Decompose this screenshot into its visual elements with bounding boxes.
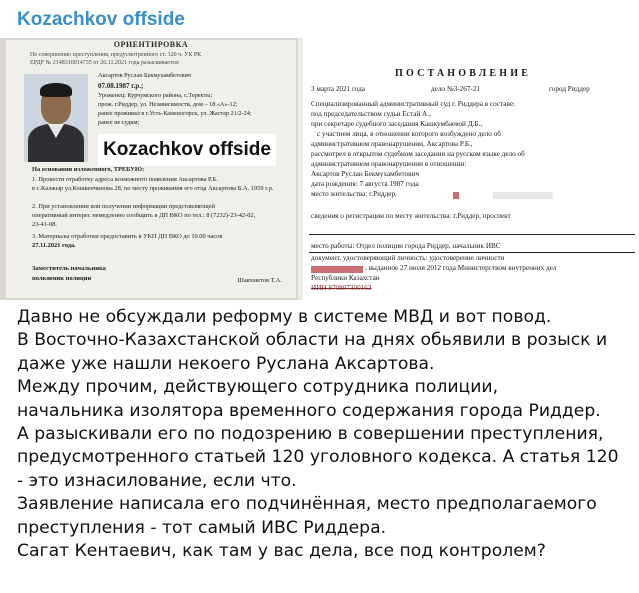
wanted-notice-paper xyxy=(6,40,296,298)
notice-body-line: оперативный интерес немедленно сообщить в ДП ВКО по тел.: 8 (7232)-23-42-02, xyxy=(32,212,256,219)
redaction-blur xyxy=(493,192,553,199)
ruling-line: административном правонарушении в отношении: xyxy=(311,160,467,168)
suspect-photo xyxy=(24,74,88,162)
notice-body-line: 1. Провести отработку адреса возможного появления Аксартова Р.Б. xyxy=(32,176,218,183)
ruling-line: под председательством судьи Естай А., xyxy=(311,110,431,118)
ruling-case-number: дело №3-267-21 xyxy=(431,85,481,93)
notice-body-line: 23-41-08. xyxy=(32,221,58,228)
ruling-line: Республики Казахстан xyxy=(311,274,380,282)
channel-watermark: Kozachkov offside xyxy=(98,134,276,166)
redaction-mark xyxy=(311,266,363,273)
notice-heading: ОРИЕНТИРОВКА xyxy=(113,40,189,49)
ruling-line: Аксартов Руслан Бекмухамбетович xyxy=(311,170,419,178)
channel-name[interactable]: Kozachkov offside xyxy=(17,9,185,30)
notice-body-line: 2. При установлении или получении информации представляющей xyxy=(32,203,215,210)
court-ruling-photo[interactable] xyxy=(303,38,639,300)
post-line: даже уже нашли некоего Руслана Аксартова. xyxy=(17,353,435,374)
ruling-line: , выданное 27 июля 2012 года Министерством внутренних дел xyxy=(365,264,557,272)
ruling-line: место жительства: г.Риддер, xyxy=(311,190,397,198)
separator xyxy=(309,252,635,253)
suspect-previous-address: ранее проживал в г.Усть-Каменогорск, ул. Жастар 21/2-24; xyxy=(98,110,252,117)
ruling-line: рассмотрел в открытом судебном заседании на русском языке дело об xyxy=(311,150,525,158)
suspect-name: Аксартов Руслан Бекмухамбетович xyxy=(98,72,191,79)
media-album[interactable] xyxy=(0,38,639,300)
post-line: Между прочим, действующего сотрудника полиции, xyxy=(17,377,499,398)
notice-body-line: в с.Калжыр ул.Кошкенчинова 28, по месту проживания его отца Аксартова Б.А. 1959 г.р. xyxy=(32,185,274,192)
ruling-line: место работы: Отдел полиции города Риддер, начальник ИВС xyxy=(311,242,501,250)
wanted-notice-photo[interactable] xyxy=(0,38,298,300)
notice-body-line: 3. Материалы отработки предоставить в УКП ДП ВКО до 10.00 часов xyxy=(32,233,223,240)
separator xyxy=(309,234,635,235)
post-line: преступления - тот самый ИВС Риддера. xyxy=(17,517,387,538)
ruling-line: Специализированный административный суд г. Риддера в составе: xyxy=(311,100,516,108)
signer-name: Шаяхметов Т.А. xyxy=(237,277,282,284)
suspect-dob: 07.08.1987 г.р.; xyxy=(98,82,144,90)
redaction-mark xyxy=(453,192,459,199)
notice-subline: По совершению преступления, предусмотренного ст. 120 ч. УК РК xyxy=(30,52,202,58)
ruling-line: административном правонарушении, Аксартова Р.Б., xyxy=(311,140,473,148)
photo-hair xyxy=(40,83,72,97)
ruling-title: ПОСТАНОВЛЕНИЕ xyxy=(395,68,532,79)
signer-rank: полковник полиции xyxy=(32,275,92,282)
post-line: Заявление написала его подчинённая, место предполагаемого xyxy=(17,494,597,515)
suspect-record: ранее не судим; xyxy=(98,119,140,126)
post-body xyxy=(17,306,632,563)
notice-body-line: 27.11.2021 года. xyxy=(32,242,76,249)
suspect-birthplace: Уроженец: Курчумского района, с.Теректы; xyxy=(98,92,213,99)
post-line: - это изнасилование, если что. xyxy=(17,470,297,491)
ruling-line: при секретаре судебного заседания Кашкумбаевой Д.Б., xyxy=(311,120,483,128)
notice-subline: ЕРДР № 2148310014735 от 26.11.2021 года разыскивается: xyxy=(30,60,180,66)
ruling-line: дата рождения: 7 августа 1987 года xyxy=(311,180,419,188)
ruling-line: сведения о регистрации по месту жительства: г.Риддер, проспект xyxy=(311,212,511,220)
signer-title: Заместитель начальника xyxy=(32,265,106,272)
ruling-line: документ, удостоверяющий личность: удостоверение личности xyxy=(311,254,505,262)
notice-body-line: На основании изложенного, ТРЕБУЮ: xyxy=(32,166,145,173)
post-line: Давно не обсуждали реформу в системе МВД и вот повод. xyxy=(17,307,552,327)
post-line: А разыскивали его по подозрению в совершении преступления, xyxy=(17,424,604,445)
ruling-line-redacted: ИИН 870807300163 xyxy=(311,284,372,292)
ruling-date: 3 марта 2021 года xyxy=(311,85,365,93)
post-line: начальника изолятора временного содержания города Риддер. xyxy=(17,400,601,421)
suspect-address: прож. г.Риддер, ул. Независимости, дом – 18 «А»-12; xyxy=(98,101,238,108)
ruling-line: с участием лица, в отношении которого возбуждено дело об xyxy=(317,130,501,138)
post-line: В Восточно-Казахстанской области на днях обьявили в розыск и xyxy=(17,330,608,351)
ruling-city: город Риддер xyxy=(549,85,590,93)
post-line: Сагат Кентаевич, как там у вас дела, все под контролем? xyxy=(17,541,546,562)
post-line: предусмотренного статьей 120 уголовного кодекса. А статья 120 xyxy=(17,447,619,468)
